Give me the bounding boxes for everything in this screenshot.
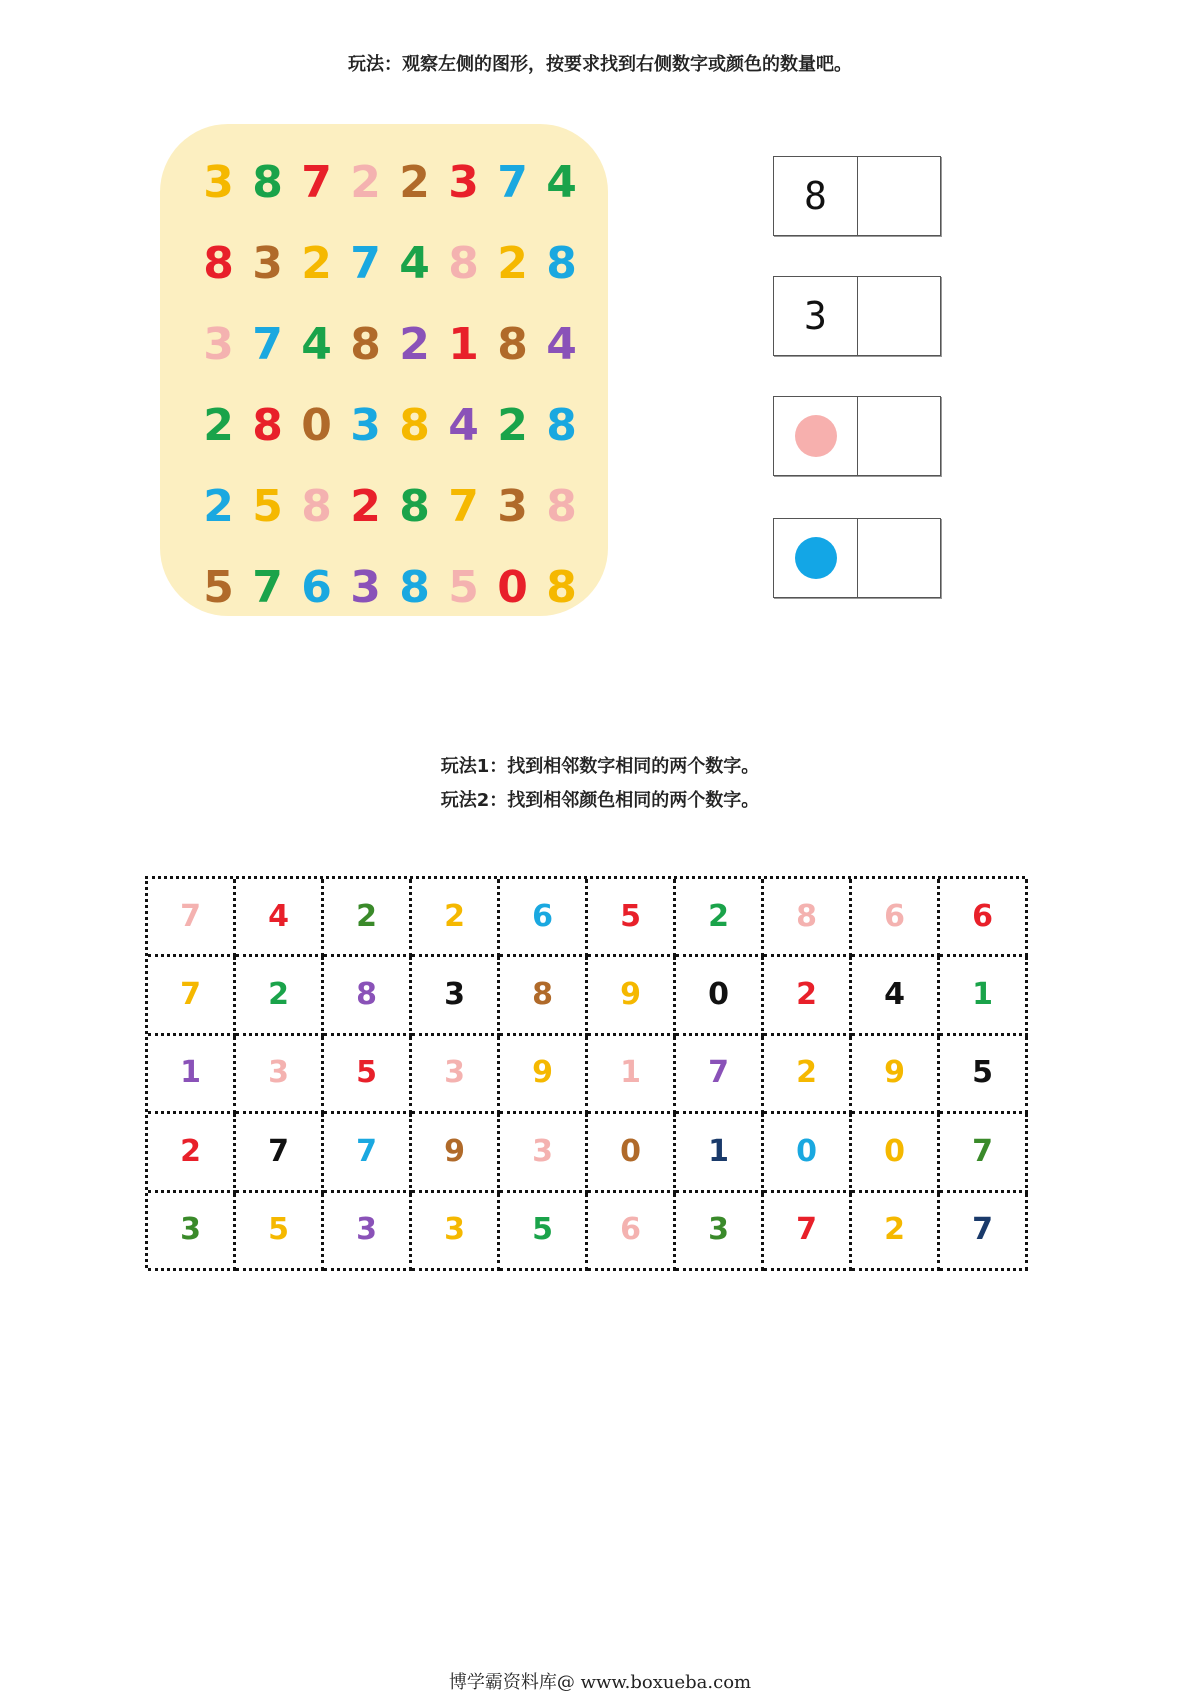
answer-input[interactable]	[858, 277, 940, 355]
grid-digit: 3	[350, 399, 381, 451]
grid-digit: 3	[497, 480, 528, 532]
dotted-cell-digit: 2	[764, 957, 852, 1035]
dotted-cell-digit: 1	[588, 1036, 676, 1114]
answer-prompt	[774, 519, 858, 597]
dotted-cell-digit: 8	[764, 879, 852, 957]
dotted-cell-digit: 3	[324, 1193, 412, 1271]
dotted-cell-digit: 1	[148, 1036, 236, 1114]
dotted-cell-digit: 3	[236, 1036, 324, 1114]
answer-box	[773, 396, 941, 476]
grid-digit: 8	[448, 237, 479, 289]
grid-digit: 2	[399, 318, 430, 370]
dotted-cell-digit: 3	[412, 957, 500, 1035]
answer-prompt	[774, 157, 858, 235]
dotted-cell-digit: 3	[676, 1193, 764, 1271]
dotted-cell-digit: 9	[852, 1036, 940, 1114]
dotted-number-grid	[145, 876, 1025, 1268]
grid-digit: 3	[203, 318, 234, 370]
grid-digit: 2	[497, 399, 528, 451]
dotted-cell-digit: 9	[588, 957, 676, 1035]
grid-digit: 8	[252, 156, 283, 208]
prompt-digit: 8	[804, 174, 827, 218]
grid-digit: 5	[203, 561, 234, 613]
dotted-cell-digit: 7	[236, 1114, 324, 1192]
color-dot-icon	[795, 537, 837, 579]
grid-digit: 2	[203, 480, 234, 532]
dotted-cell-digit: 9	[412, 1114, 500, 1192]
dotted-cell-digit: 2	[324, 879, 412, 957]
grid-digit: 2	[350, 156, 381, 208]
dotted-cell-digit: 3	[148, 1193, 236, 1271]
dotted-cell-digit: 4	[852, 957, 940, 1035]
footer-watermark: 博学霸资料库@ www.boxueba.com	[448, 1672, 752, 1693]
grid-digit: 7	[448, 480, 479, 532]
dotted-cell-digit: 1	[676, 1114, 764, 1192]
grid-digit: 2	[497, 237, 528, 289]
grid-digit: 4	[301, 318, 332, 370]
dotted-cell-digit: 2	[236, 957, 324, 1035]
dotted-cell-digit: 6	[500, 879, 588, 957]
dotted-cell-digit: 2	[852, 1193, 940, 1271]
grid-digit: 1	[448, 318, 479, 370]
dotted-cell-digit: 5	[500, 1193, 588, 1271]
number-grid-top	[194, 142, 584, 622]
grid-digit: 3	[350, 561, 381, 613]
dotted-cell-digit: 3	[412, 1193, 500, 1271]
dotted-cell-digit: 2	[764, 1036, 852, 1114]
answer-prompt	[774, 277, 858, 355]
grid-digit: 8	[399, 399, 430, 451]
grid-digit: 8	[546, 561, 577, 613]
dotted-cell-digit: 7	[148, 957, 236, 1035]
instruction-bottom-1: 玩法1：找到相邻数字相同的两个数字。	[440, 756, 760, 777]
instruction-top: 玩法：观察左侧的图形，按要求找到右侧数字或颜色的数量吧。	[348, 54, 852, 75]
dotted-cell-digit: 5	[588, 879, 676, 957]
dotted-cell-digit: 0	[676, 957, 764, 1035]
answer-box	[773, 156, 941, 236]
grid-digit: 8	[546, 399, 577, 451]
dotted-cell-digit: 0	[852, 1114, 940, 1192]
dotted-cell-digit: 3	[500, 1114, 588, 1192]
dotted-cell-digit: 7	[940, 1193, 1028, 1271]
answer-prompt	[774, 397, 858, 475]
dotted-cell-digit: 2	[412, 879, 500, 957]
dotted-cell-digit: 7	[148, 879, 236, 957]
dotted-cell-digit: 5	[236, 1193, 324, 1271]
grid-digit: 3	[203, 156, 234, 208]
grid-digit: 8	[399, 561, 430, 613]
grid-digit: 8	[203, 237, 234, 289]
dotted-cell-digit: 8	[500, 957, 588, 1035]
grid-digit: 8	[546, 480, 577, 532]
answer-box	[773, 518, 941, 598]
dotted-cell-digit: 5	[940, 1036, 1028, 1114]
answer-box	[773, 276, 941, 356]
grid-digit: 7	[301, 156, 332, 208]
answer-input[interactable]	[858, 519, 940, 597]
grid-digit: 7	[350, 237, 381, 289]
instruction-bottom-2: 玩法2：找到相邻颜色相同的两个数字。	[440, 790, 760, 811]
color-dot-icon	[795, 415, 837, 457]
grid-digit: 5	[448, 561, 479, 613]
grid-digit: 8	[497, 318, 528, 370]
grid-digit: 8	[546, 237, 577, 289]
grid-digit: 8	[301, 480, 332, 532]
dotted-cell-digit: 3	[412, 1036, 500, 1114]
grid-digit: 8	[399, 480, 430, 532]
dotted-cell-digit: 0	[764, 1114, 852, 1192]
dotted-cell-digit: 0	[588, 1114, 676, 1192]
grid-digit: 0	[301, 399, 332, 451]
grid-digit: 6	[301, 561, 332, 613]
grid-digit: 8	[350, 318, 381, 370]
dotted-cell-digit: 6	[940, 879, 1028, 957]
answer-input[interactable]	[858, 397, 940, 475]
dotted-cell-digit: 2	[676, 879, 764, 957]
grid-digit: 4	[399, 237, 430, 289]
grid-digit: 0	[497, 561, 528, 613]
grid-digit: 3	[448, 156, 479, 208]
dotted-cell-digit: 8	[324, 957, 412, 1035]
grid-digit: 3	[252, 237, 283, 289]
dotted-cell-digit: 7	[324, 1114, 412, 1192]
grid-digit: 4	[546, 318, 577, 370]
grid-digit: 2	[203, 399, 234, 451]
grid-digit: 4	[546, 156, 577, 208]
dotted-cell-digit: 6	[852, 879, 940, 957]
grid-digit: 4	[448, 399, 479, 451]
dotted-cell-digit: 7	[764, 1193, 852, 1271]
prompt-digit: 3	[804, 294, 827, 338]
grid-digit: 2	[301, 237, 332, 289]
grid-digit: 7	[497, 156, 528, 208]
dotted-cell-digit: 7	[676, 1036, 764, 1114]
grid-digit: 5	[252, 480, 283, 532]
grid-digit: 7	[252, 561, 283, 613]
dotted-cell-digit: 7	[940, 1114, 1028, 1192]
dotted-cell-digit: 1	[940, 957, 1028, 1035]
grid-digit: 8	[252, 399, 283, 451]
dotted-cell-digit: 9	[500, 1036, 588, 1114]
grid-digit: 2	[399, 156, 430, 208]
dotted-cell-digit: 4	[236, 879, 324, 957]
dotted-cell-digit: 2	[148, 1114, 236, 1192]
dotted-cell-digit: 5	[324, 1036, 412, 1114]
answer-input[interactable]	[858, 157, 940, 235]
grid-digit: 7	[252, 318, 283, 370]
dotted-cell-digit: 6	[588, 1193, 676, 1271]
grid-digit: 2	[350, 480, 381, 532]
